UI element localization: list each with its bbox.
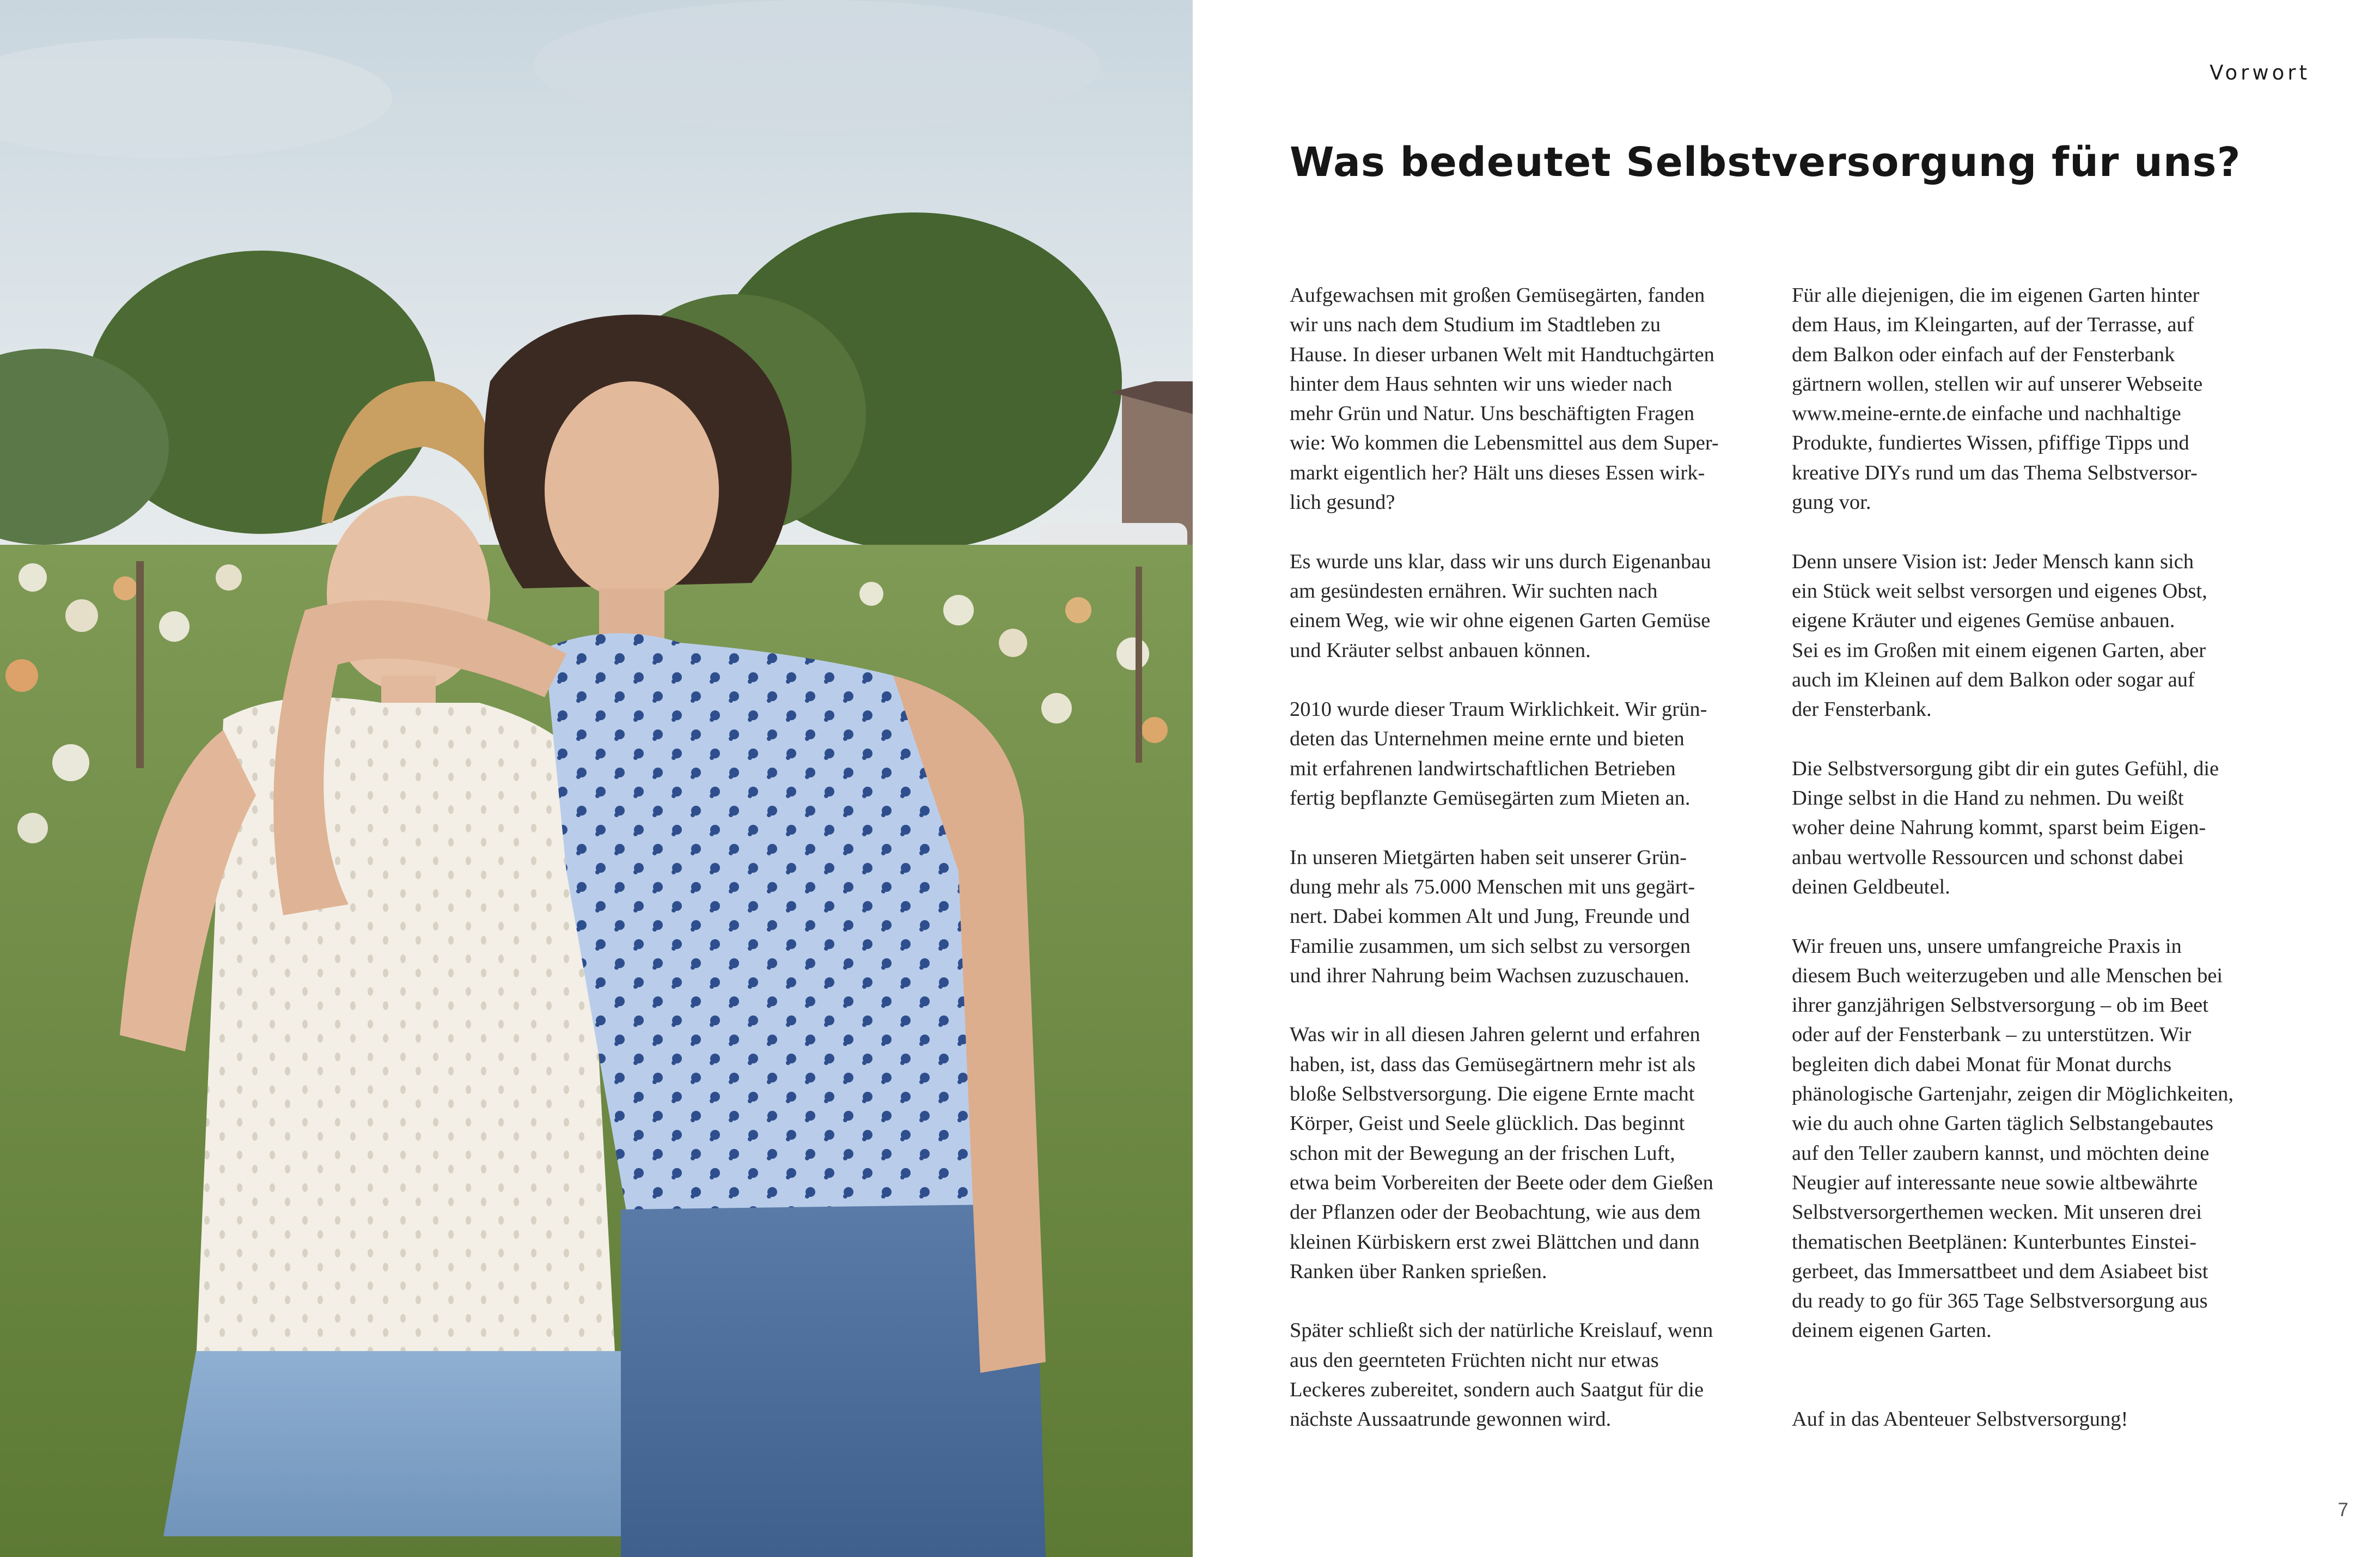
- text-line: etwa beim Vorbereiten der Beete oder dem Gießen: [1290, 1171, 1713, 1194]
- text-page: [1193, 0, 2380, 1557]
- text-line: hinter dem Haus sehnten wir uns wieder nach: [1290, 372, 1673, 396]
- text-line: wie du auch ohne Garten täglich Selbstangebautes: [1792, 1112, 2214, 1135]
- text-line: nächste Aussaatrunde gewonnen wird.: [1290, 1408, 1612, 1431]
- text-line: Hause. In dieser urbanen Welt mit Handtuchgärten: [1290, 343, 1714, 366]
- text-line: Für alle diejenigen, die im eigenen Garten hinter: [1792, 284, 2200, 307]
- running-head: Vorwort: [2210, 61, 2310, 84]
- text-line: Leckeres zubereitet, sondern auch Saatgut für die: [1290, 1378, 1704, 1401]
- body-paragraph: [1792, 754, 2271, 902]
- text-line: Die Selbstversorgung gibt dir ein gutes Gefühl, die: [1792, 757, 2219, 780]
- text-line: Ranken über Ranken sprießen.: [1290, 1260, 1547, 1283]
- text-line: Sei es im Großen mit einem eigenen Garten, aber: [1792, 638, 2206, 662]
- text-line: fertig bepflanzte Gemüsegärten zum Mieten an.: [1290, 787, 1691, 810]
- body-paragraph: [1290, 695, 1769, 813]
- text-line: gung vor.: [1792, 491, 1871, 514]
- text-line: Familie zusammen, um sich selbst zu versorgen: [1290, 934, 1691, 958]
- body-paragraph: [1792, 932, 2271, 1346]
- text-line: wir uns nach dem Studium im Stadtleben zu: [1290, 313, 1661, 337]
- text-line: der Fensterbank.: [1792, 698, 1932, 721]
- text-line: kreative DIYs rund um das Thema Selbstversor-: [1792, 461, 2198, 484]
- text-line: am gesündesten ernähren. Wir suchten nach: [1290, 579, 1658, 603]
- text-line: phänologische Gartenjahr, zeigen dir Möglichkeiten,: [1792, 1082, 2233, 1106]
- text-line: deinem eigenen Garten.: [1792, 1319, 1992, 1342]
- text-line: Dinge selbst in die Hand zu nehmen. Du weißt: [1792, 787, 2184, 810]
- body-paragraph: [1792, 281, 2271, 517]
- text-line: wie: Wo kommen die Lebensmittel aus dem Super-: [1290, 431, 1719, 455]
- text-line: mehr Grün und Natur. Uns beschäftigten Fragen: [1290, 402, 1695, 425]
- text-line: markt eigentlich her? Hält uns dieses Essen wirk-: [1290, 461, 1705, 484]
- text-line: eigene Kräuter und eigenes Gemüse anbauen.: [1792, 609, 2175, 632]
- body-paragraph: [1290, 1316, 1769, 1434]
- text-line: Auf in das Abenteuer Selbstversorgung!: [1792, 1407, 2128, 1431]
- text-line: deinen Geldbeutel.: [1792, 875, 1950, 898]
- right-column: [1792, 281, 2271, 1463]
- text-line: Später schließt sich der natürliche Kreislauf, wenn: [1290, 1319, 1713, 1342]
- page-title: Was bedeutet Selbstversorgung für uns?: [1290, 139, 2241, 186]
- body-paragraph: [1290, 281, 1769, 517]
- text-line: lich gesund?: [1290, 491, 1395, 514]
- text-line: und ihrer Nahrung beim Wachsen zuzuschauen.: [1290, 964, 1689, 987]
- text-line: bloße Selbstversorgung. Die eigene Ernte macht: [1290, 1082, 1695, 1106]
- left-column: [1290, 281, 1769, 1464]
- text-line: du ready to go für 365 Tage Selbstversorgung aus: [1792, 1290, 2208, 1313]
- text-line: und Kräuter selbst anbauen können.: [1290, 638, 1591, 662]
- text-line: Aufgewachsen mit großen Gemüsegärten, fanden: [1290, 284, 1705, 307]
- text-line: deten das Unternehmen meine ernte und bieten: [1290, 727, 1685, 751]
- body-paragraph: [1290, 1020, 1769, 1286]
- text-line: der Pflanzen oder der Beobachtung, wie aus dem: [1290, 1201, 1701, 1224]
- text-line: dem Balkon oder einfach auf der Fensterbank: [1792, 343, 2175, 366]
- text-line: In unseren Mietgärten haben seit unserer Grün-: [1290, 846, 1687, 869]
- text-line: oder auf der Fensterbank – zu unterstützen. Wir: [1792, 1023, 2192, 1047]
- text-line: diesem Buch weiterzugeben und alle Menschen bei: [1792, 964, 2223, 987]
- text-line: Körper, Geist und Seele glücklich. Das beginnt: [1290, 1112, 1685, 1135]
- text-line: Was wir in all diesen Jahren gelernt und erfahren: [1290, 1023, 1700, 1047]
- text-line: ihrer ganzjährigen Selbstversorgung – ob im Beet: [1792, 994, 2208, 1017]
- text-line: mit erfahrenen landwirtschaftlichen Betrieben: [1290, 757, 1676, 780]
- text-line: dem Haus, im Kleingarten, auf der Terrasse, auf: [1792, 313, 2194, 337]
- text-line: ein Stück weit selbst versorgen und eigenes Obst,: [1792, 579, 2207, 603]
- body-paragraph: [1290, 547, 1769, 665]
- text-line: Es wurde uns klar, dass wir uns durch Eigenanbau: [1290, 550, 1711, 573]
- text-line: Selbstversorgerthemen wecken. Mit unseren drei: [1792, 1201, 2202, 1224]
- text-line: auf den Teller zaubern kannst, und möchten deine: [1792, 1141, 2210, 1165]
- text-line: gerbeet, das Immersattbeet und dem Asiabeet bist: [1792, 1260, 2208, 1283]
- text-line: gärtnern wollen, stellen wir auf unserer Webseite: [1792, 372, 2203, 396]
- text-line: Wir freuen uns, unsere umfangreiche Praxis in: [1792, 934, 2182, 958]
- text-line: woher deine Nahrung kommt, sparst beim Eigen-: [1792, 816, 2206, 840]
- page-number: 7: [2338, 1499, 2348, 1520]
- text-line: Denn unsere Vision ist: Jeder Mensch kann sich: [1792, 550, 2194, 573]
- text-line: begleiten dich dabei Monat für Monat durchs: [1792, 1053, 2172, 1076]
- text-line: Neugier auf interessante neue sowie altbewährte: [1792, 1171, 2198, 1194]
- text-line: einem Weg, wie wir ohne eigenen Garten Gemüse: [1290, 609, 1711, 632]
- text-line: anbau wertvolle Ressourcen und schonst dabei: [1792, 846, 2184, 869]
- text-line: schon mit der Bewegung an der frischen Luft,: [1290, 1141, 1675, 1165]
- text-line: Produkte, fundiertes Wissen, pfiffige Tipps und: [1792, 431, 2189, 455]
- text-line: haben, ist, dass das Gemüsegärtnern mehr ist als: [1290, 1053, 1696, 1076]
- body-paragraph: [1792, 1404, 2271, 1434]
- text-line: auch im Kleinen auf dem Balkon oder sogar auf: [1792, 668, 2195, 691]
- body-paragraph: [1290, 843, 1769, 990]
- text-line: 2010 wurde dieser Traum Wirklichkeit. Wir grün-: [1290, 698, 1707, 721]
- text-line: thematischen Beetplänen: Kunterbuntes Einstei-: [1792, 1230, 2197, 1254]
- text-line: dung mehr als 75.000 Menschen mit uns gegärt-: [1290, 875, 1695, 898]
- text-line: nert. Dabei kommen Alt und Jung, Freunde und: [1290, 905, 1690, 928]
- body-paragraph: [1792, 547, 2271, 725]
- text-line: kleinen Kürbiskern erst zwei Blättchen und dann: [1290, 1230, 1700, 1254]
- text-line: www.meine-ernte.de einfache und nachhaltige: [1792, 402, 2181, 425]
- text-line: aus den geernteten Früchten nicht nur etwas: [1290, 1348, 1659, 1372]
